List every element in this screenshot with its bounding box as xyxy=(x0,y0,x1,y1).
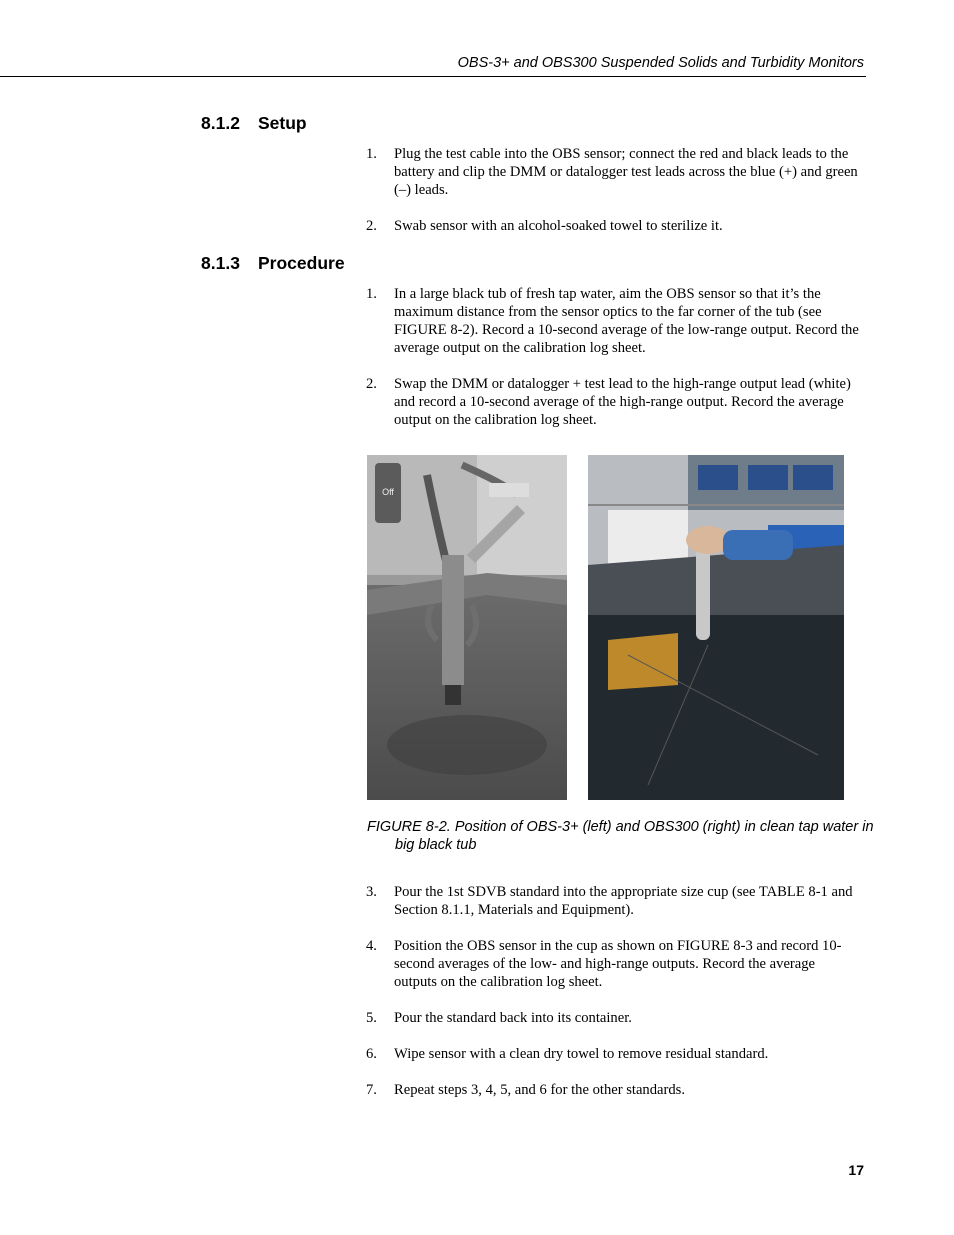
list-item xyxy=(366,1045,860,1063)
step-text: Repeat steps 3, 4, 5, and 6 for the other standards. xyxy=(394,1082,685,1098)
step-number: 1. xyxy=(366,146,377,162)
figure-caption: FIGURE 8-2. Position of OBS-3+ (left) and OBS300 (right) in clean tap water in big black tub xyxy=(367,819,874,853)
figure-photo-right xyxy=(588,455,844,800)
list-item xyxy=(366,145,860,199)
step-text: Position the OBS sensor in the cup as shown on FIGURE 8-3 and record 10-second averages of the low- and high-range outputs. Record the average outputs on the calibration log sheet. xyxy=(394,938,842,990)
section-number: 8.1.3 xyxy=(201,253,240,273)
header-rule xyxy=(0,76,866,77)
step-number: 4. xyxy=(366,938,377,954)
section-title: Setup xyxy=(258,113,307,133)
step-number: 5. xyxy=(366,1010,377,1026)
step-text: Wipe sensor with a clean dry towel to remove residual standard. xyxy=(394,1046,769,1062)
step-number: 1. xyxy=(366,286,377,302)
list-item xyxy=(366,937,860,991)
setup-steps xyxy=(366,145,860,253)
list-item xyxy=(366,375,860,429)
can-label: Off xyxy=(382,487,394,497)
page-number: 17 xyxy=(848,1162,864,1178)
list-item xyxy=(366,217,860,235)
running-header: OBS-3+ and OBS300 Suspended Solids and Turbidity Monitors xyxy=(457,55,864,71)
section-number: 8.1.2 xyxy=(201,113,240,133)
step-text: Swab sensor with an alcohol-soaked towel to sterilize it. xyxy=(394,218,723,234)
step-text: Pour the standard back into its container. xyxy=(394,1010,632,1026)
step-text: Plug the test cable into the OBS sensor; connect the red and black leads to the battery and clip the DMM or datalogger test leads across the blue (+) and green (–) leads. xyxy=(394,146,858,198)
section-heading-procedure xyxy=(201,253,345,274)
step-number: 6. xyxy=(366,1046,377,1062)
list-item xyxy=(366,883,860,919)
procedure-steps xyxy=(366,285,860,447)
step-text: Swap the DMM or datalogger + test lead to the high-range output lead (white) and record a 10-second average of the high-range output. Record the average output on the calibration log sheet. xyxy=(394,376,851,428)
list-item xyxy=(366,285,860,357)
step-number: 7. xyxy=(366,1082,377,1098)
step-text: Pour the 1st SDVB standard into the appropriate size cup (see TABLE 8-1 and Section 8.1.1, Materials and Equipment). xyxy=(394,884,853,918)
step-number: 2. xyxy=(366,218,377,234)
step-text: In a large black tub of fresh tap water, aim the OBS sensor so that it’s the maximum distance from the sensor optics to the far corner of the tub (see FIGURE 8-2). Record a 10-second average of the low-range output. Record the average output on the calibration log sheet. xyxy=(394,286,859,356)
list-item xyxy=(366,1009,860,1027)
step-number: 3. xyxy=(366,884,377,900)
list-item xyxy=(366,1081,860,1099)
procedure-steps-continued xyxy=(366,883,860,1117)
section-heading-setup xyxy=(201,113,307,134)
section-title: Procedure xyxy=(258,253,345,273)
step-number: 2. xyxy=(366,376,377,392)
figure-photo-left xyxy=(367,455,567,800)
